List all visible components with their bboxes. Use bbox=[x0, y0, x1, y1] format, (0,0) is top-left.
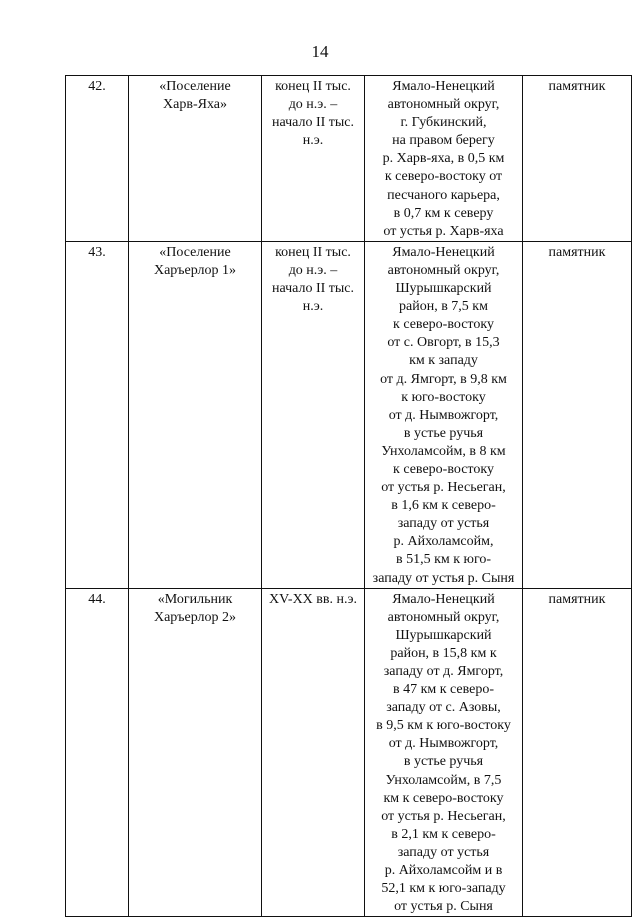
location-line: в 9,5 км к юго-востоку bbox=[376, 718, 511, 734]
location-line: Ямало-Ненецкий bbox=[392, 244, 495, 260]
location-line: к северо-востоку bbox=[393, 461, 494, 477]
object-dating bbox=[262, 588, 365, 917]
location-line: западу от д. Ямгорт, bbox=[383, 664, 504, 679]
location-line: от д. Нымвожгорт, bbox=[388, 736, 499, 752]
object-location bbox=[365, 241, 523, 588]
date-line: конец II тыс. bbox=[275, 244, 351, 260]
row-number: 44. bbox=[66, 588, 129, 917]
location-line: в 1,6 км к северо- bbox=[391, 498, 496, 514]
object-category: памятник bbox=[523, 76, 632, 242]
name-line: «Могильник bbox=[157, 591, 233, 607]
date-line: XV-XX вв. н.э. bbox=[268, 591, 358, 607]
location-line: Шурышкарский bbox=[395, 627, 492, 643]
name-line: «Поселение bbox=[159, 79, 231, 94]
location-line: р. Айхоламсойм и в bbox=[384, 863, 503, 879]
location-line: км к западу bbox=[409, 353, 478, 369]
table-row bbox=[66, 76, 632, 242]
date-line: конец II тыс. bbox=[275, 79, 351, 94]
name-line: Харъерлор 2» bbox=[153, 609, 237, 625]
table-row bbox=[66, 588, 632, 917]
location-line: район, в 7,5 км bbox=[399, 299, 488, 315]
location-line: к юго-востоку bbox=[401, 389, 486, 405]
location-line: район, в 15,8 км к bbox=[390, 645, 497, 661]
location-line: Ямало-Ненецкий bbox=[392, 79, 495, 94]
location-line: от с. Овгорт, в 15,3 bbox=[387, 335, 500, 351]
location-line: Унхоламсойм, в 8 км bbox=[381, 443, 506, 459]
location-line: в устье ручья bbox=[403, 425, 484, 441]
location-line: к северо-востоку bbox=[393, 317, 494, 333]
registry-table-body bbox=[66, 76, 632, 917]
object-location bbox=[365, 76, 523, 242]
location-line: от устья р. Несьеган, bbox=[381, 808, 506, 824]
location-line: Унхоламсойм, в 7,5 bbox=[385, 772, 502, 788]
object-category: памятник bbox=[523, 588, 632, 917]
location-line: западу от устья р. Сыня bbox=[372, 570, 515, 586]
heritage-registry-table bbox=[65, 75, 632, 917]
location-line: автономный округ, bbox=[387, 262, 500, 278]
location-line: от устья р. Сыня bbox=[394, 899, 493, 915]
location-line: от д. Нымвожгорт, bbox=[388, 407, 499, 423]
location-line: западу от устья bbox=[397, 844, 490, 860]
date-line: до н.э. – bbox=[288, 262, 338, 278]
location-line: в 47 км к северо- bbox=[392, 682, 495, 698]
location-line: к северо-востоку от bbox=[384, 169, 503, 185]
row-number: 42. bbox=[66, 76, 129, 242]
table-row bbox=[66, 241, 632, 588]
location-line: в устье ручья bbox=[403, 754, 484, 770]
location-line: западу от с. Азовы, bbox=[386, 700, 501, 716]
object-name bbox=[129, 76, 262, 242]
object-location bbox=[365, 588, 523, 917]
date-line: до н.э. – bbox=[288, 97, 338, 113]
date-line: начало II тыс. bbox=[271, 281, 355, 297]
object-category: памятник bbox=[523, 241, 632, 588]
location-line: г. Губкинский, bbox=[400, 115, 487, 131]
location-line: от устья р. Харв-яха bbox=[383, 223, 504, 239]
location-line: Ямало-Ненецкий bbox=[392, 591, 495, 607]
name-line: «Поселение bbox=[159, 244, 231, 260]
object-dating bbox=[262, 241, 365, 588]
location-line: в 2,1 км к северо- bbox=[391, 826, 496, 842]
location-line: автономный округ, bbox=[387, 97, 500, 113]
name-line: Харв-Яха» bbox=[163, 97, 227, 113]
object-name bbox=[129, 588, 262, 917]
location-line: западу от устья bbox=[397, 516, 490, 532]
name-line: Харъерлор 1» bbox=[153, 262, 237, 278]
date-line: начало II тыс. bbox=[271, 115, 355, 131]
location-line: песчаного карьера, bbox=[387, 187, 500, 203]
date-line: н.э. bbox=[302, 133, 324, 149]
location-line: на правом берегу bbox=[392, 133, 495, 149]
location-line: р. Харв-яха, в 0,5 км bbox=[382, 151, 505, 167]
location-line: в 0,7 км к северу bbox=[393, 205, 494, 221]
date-line: н.э. bbox=[302, 299, 324, 315]
location-line: от устья р. Несьеган, bbox=[381, 480, 506, 496]
location-line: р. Айхоламсойм, bbox=[393, 534, 494, 550]
object-dating bbox=[262, 76, 365, 242]
location-line: от д. Ямгорт, в 9,8 км bbox=[380, 371, 507, 387]
row-number: 43. bbox=[66, 241, 129, 588]
location-line: 52,1 км к юго-западу bbox=[381, 881, 506, 897]
location-line: км к северо-востоку bbox=[383, 790, 504, 806]
location-line: в 51,5 км к юго- bbox=[395, 552, 492, 568]
location-line: Шурышкарский bbox=[395, 281, 492, 297]
page-number: 14 bbox=[311, 42, 329, 61]
location-line: автономный округ, bbox=[387, 609, 500, 625]
object-name bbox=[129, 241, 262, 588]
